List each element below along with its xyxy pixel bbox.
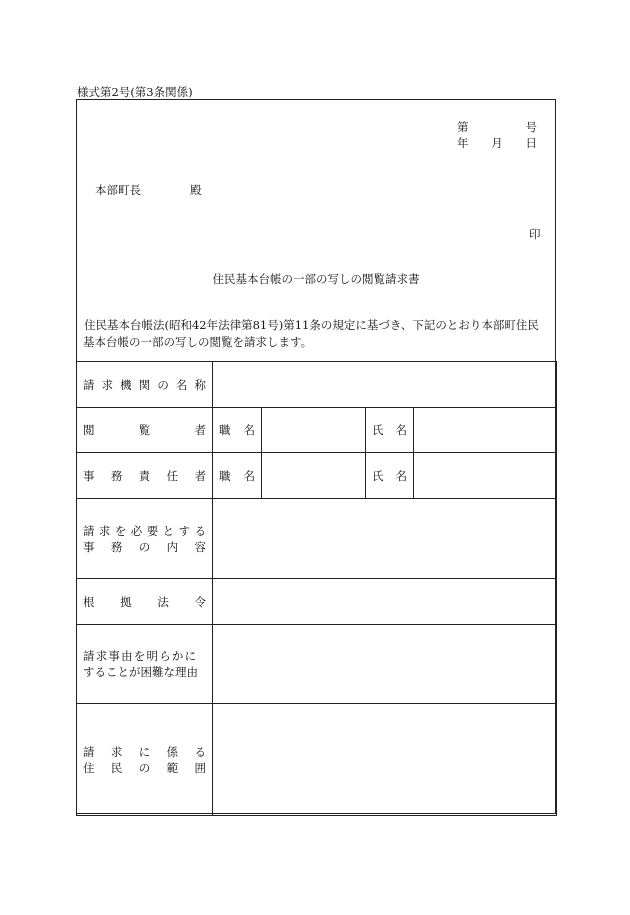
table-row	[77, 579, 557, 625]
viewer-name-label: 氏 名	[366, 408, 414, 453]
request-form	[76, 99, 556, 814]
number-suffix: 号	[525, 120, 537, 134]
form-number: 様式第2号(第3条関係)	[77, 85, 193, 99]
addressee-name: 本部町長	[95, 183, 141, 197]
legal-basis-label: 根 拠 法 令	[77, 579, 213, 625]
body-line-1: 住民基本台帳法(昭和42年法律第81号)第11条の規定に基づき、下記のとおり本部町住民	[84, 318, 539, 332]
legal-basis-field[interactable]	[213, 579, 557, 625]
requesting-org-label: 請 求 機 関 の 名 称	[77, 362, 213, 408]
reason-label: 請求事由を明らかに することが困難な理由	[77, 625, 213, 704]
request-details-table	[76, 361, 557, 816]
body-line-2: 基本台帳の一部の写しの閲覧を請求します。	[83, 335, 313, 349]
date-year: 年	[457, 136, 469, 150]
responsible-job-title-field[interactable]	[262, 453, 366, 499]
addressee-honorific: 殿	[190, 183, 202, 197]
number-line	[457, 119, 537, 135]
table-row	[77, 362, 557, 408]
table-row	[77, 704, 557, 816]
table-row	[77, 625, 557, 704]
table-row	[77, 408, 557, 453]
responsible-name-label: 氏 名	[366, 453, 414, 499]
table-row	[77, 453, 557, 499]
reason-field[interactable]	[213, 625, 557, 704]
requesting-org-field[interactable]	[213, 362, 557, 408]
date-month: 月	[491, 136, 503, 150]
responsible-job-title-label: 職 名	[213, 453, 262, 499]
viewer-label: 閲 覧 者	[77, 408, 213, 453]
date-line	[457, 135, 537, 151]
responsible-person-label: 事 務 責 任 者	[77, 453, 213, 499]
viewer-job-title-field[interactable]	[262, 408, 366, 453]
number-prefix: 第	[457, 120, 469, 134]
scope-label: 請 求 に 係 る 住 民 の 範 囲	[77, 704, 213, 816]
viewer-name-field[interactable]	[414, 408, 557, 453]
table-row	[77, 499, 557, 579]
date-day: 日	[525, 136, 537, 150]
purpose-label: 請 求 を 必 要 と す る 事 務 の 内 容	[77, 499, 213, 579]
purpose-field[interactable]	[213, 499, 557, 579]
scope-field[interactable]	[213, 704, 557, 816]
document-title: 住民基本台帳の一部の写しの閲覧請求書	[212, 272, 420, 286]
form-header-area	[77, 100, 555, 362]
seal-mark: 印	[529, 227, 541, 241]
viewer-job-title-label: 職 名	[213, 408, 262, 453]
responsible-name-field[interactable]	[414, 453, 557, 499]
